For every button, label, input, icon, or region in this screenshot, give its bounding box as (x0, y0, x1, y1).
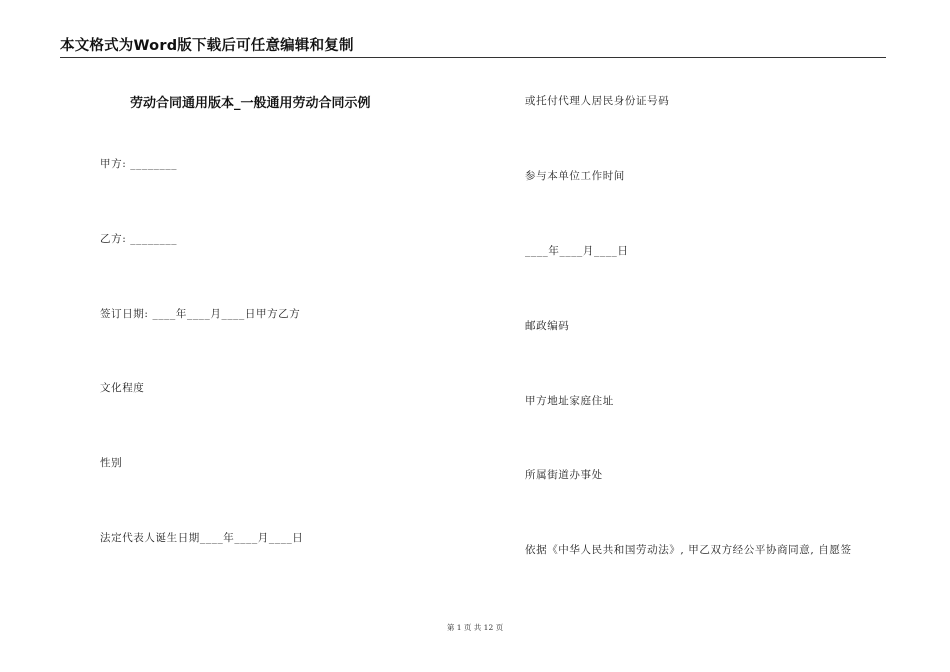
header-text: 本文格式为Word版下载后可任意编辑和复制 (60, 38, 354, 54)
party-b-line: 乙方: ________ (100, 233, 178, 245)
education-line: 文化程度 (100, 382, 145, 394)
page-number: 第 1 页 共 12 页 (446, 623, 504, 632)
labor-law-paragraph: 依据《中华人民共和国劳动法》, 甲乙双方经公平协商同意, 自愿签 (525, 544, 852, 556)
page-header (60, 34, 886, 58)
gender-line: 性别 (100, 457, 123, 469)
agent-id-line: 或托付代理人居民身份证号码 (525, 95, 670, 107)
work-start-line: 参与本单位工作时间 (525, 170, 625, 182)
subdistrict-office-line: 所属街道办事处 (525, 469, 603, 481)
date-blank-line: ____年____月____日 (525, 245, 629, 257)
document-title: 劳动合同通用版本_一般通用劳动合同示例 (130, 96, 371, 111)
party-a-line: 甲方: ________ (100, 158, 178, 170)
address-line: 甲方地址家庭住址 (525, 395, 614, 407)
signing-date-line: 签订日期: ____年____月____日甲方乙方 (100, 308, 301, 320)
postal-code-line: 邮政编码 (525, 320, 570, 332)
legal-rep-birthdate-line: 法定代表人诞生日期____年____月____日 (100, 532, 304, 544)
